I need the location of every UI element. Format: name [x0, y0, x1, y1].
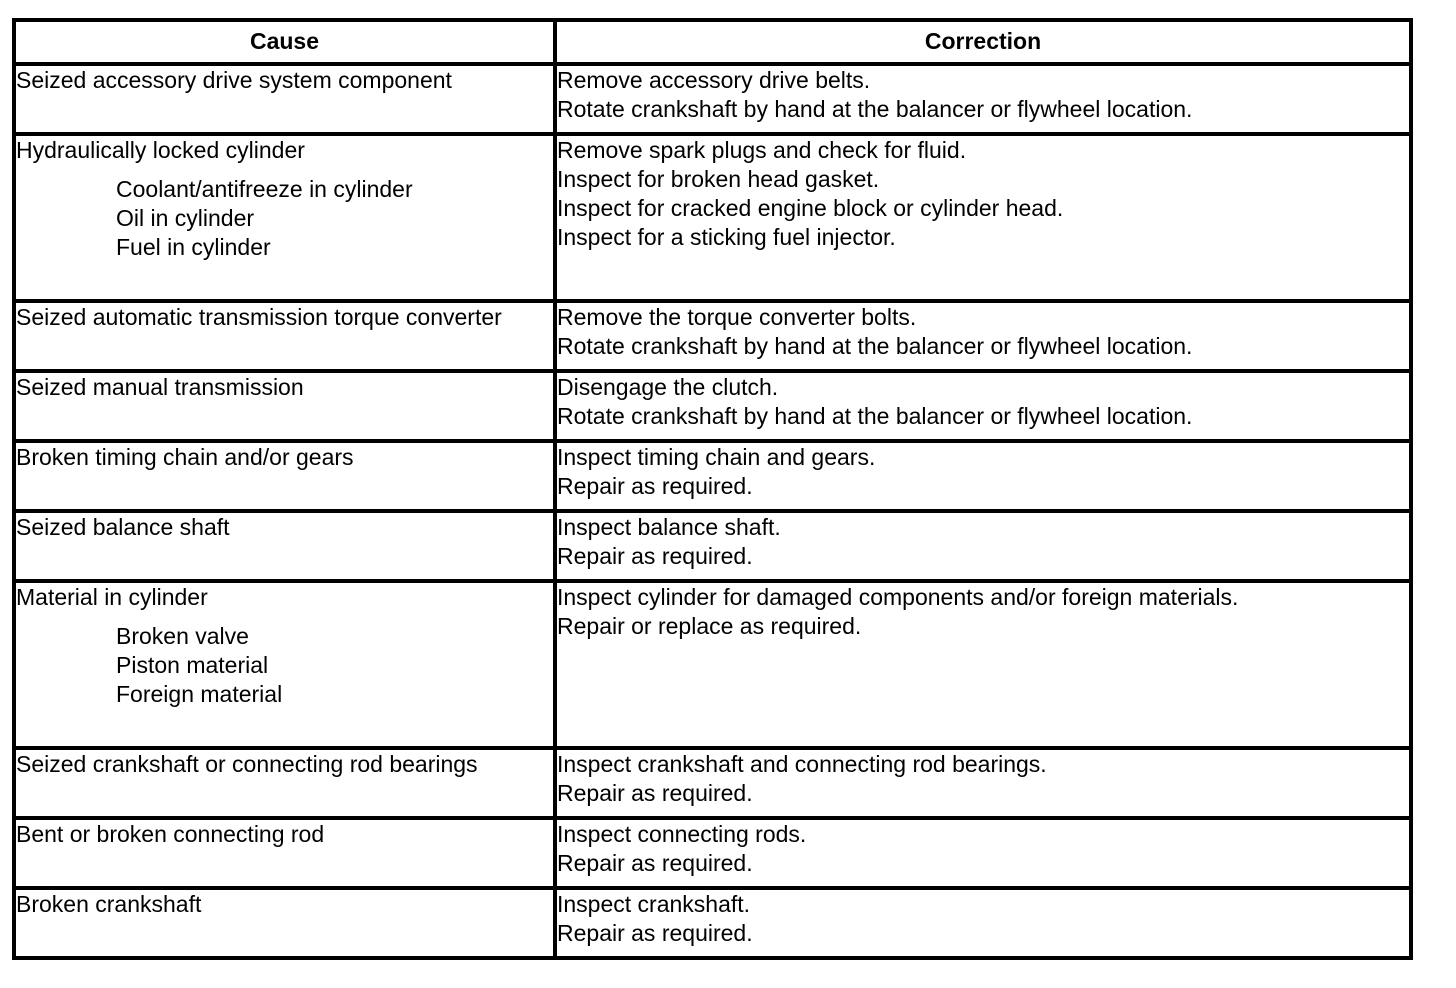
cause-cell: [14, 888, 555, 958]
correction-line: Inspect cylinder for damaged components and/or foreign materials.: [557, 584, 1239, 610]
cause-text: Broken timing chain and/or gears: [16, 444, 354, 470]
cause-sub-list: [16, 622, 553, 709]
correction-line: Rotate crankshaft by hand at the balancer or flywheel location.: [557, 403, 1193, 429]
cause-cell: [14, 134, 555, 301]
table-row: [14, 888, 1411, 958]
cause-text: Seized automatic transmission torque converter: [16, 304, 502, 330]
header-correction: Correction: [555, 20, 1411, 64]
correction-line: Inspect balance shaft.: [557, 514, 781, 540]
table-row: [14, 134, 1411, 301]
correction-line: Remove spark plugs and check for fluid.: [557, 137, 967, 163]
diagnostic-table: [12, 18, 1413, 960]
cause-sub-item: Piston material: [116, 652, 269, 678]
cause-text: Seized crankshaft or connecting rod bearings: [16, 751, 478, 777]
cause-sub-item: Foreign material: [116, 681, 283, 707]
correction-line: Inspect for a sticking fuel injector.: [557, 224, 896, 250]
cause-cell: [14, 301, 555, 371]
correction-line: Repair as required.: [557, 850, 753, 876]
correction-cell: [555, 888, 1411, 958]
correction-line: Disengage the clutch.: [557, 374, 779, 400]
header-cause: Cause: [14, 20, 555, 64]
cause-sub-item: Broken valve: [116, 623, 249, 649]
correction-line: Repair as required.: [557, 543, 753, 569]
table-row: [14, 441, 1411, 511]
cause-cell: [14, 748, 555, 818]
correction-line: Repair or replace as required.: [557, 613, 862, 639]
correction-cell: [555, 581, 1411, 748]
cause-text: Bent or broken connecting rod: [16, 821, 325, 847]
correction-line: Inspect crankshaft and connecting rod bearings.: [557, 751, 1047, 777]
correction-line: Inspect for broken head gasket.: [557, 166, 880, 192]
correction-cell: [555, 441, 1411, 511]
correction-line: Repair as required.: [557, 920, 753, 946]
cause-text: Seized manual transmission: [16, 374, 304, 400]
correction-line: Inspect crankshaft.: [557, 891, 751, 917]
cause-cell: [14, 581, 555, 748]
cause-text: Seized balance shaft: [16, 514, 230, 540]
correction-cell: [555, 371, 1411, 441]
correction-line: Rotate crankshaft by hand at the balancer or flywheel location.: [557, 333, 1193, 359]
correction-line: Rotate crankshaft by hand at the balancer or flywheel location.: [557, 96, 1193, 122]
table-row: [14, 371, 1411, 441]
table-row: [14, 581, 1411, 748]
correction-line: Inspect connecting rods.: [557, 821, 807, 847]
cause-cell: [14, 64, 555, 134]
correction-line: Repair as required.: [557, 780, 753, 806]
cause-text: Seized accessory drive system component: [16, 67, 452, 93]
cause-cell: [14, 818, 555, 888]
correction-line: Remove the torque converter bolts.: [557, 304, 917, 330]
cause-cell: [14, 441, 555, 511]
cause-sub-item: Oil in cylinder: [116, 205, 255, 231]
correction-line: Inspect for cracked engine block or cylinder head.: [557, 195, 1064, 221]
correction-cell: [555, 64, 1411, 134]
cause-text: Broken crankshaft: [16, 891, 202, 917]
table-row: [14, 301, 1411, 371]
cause-text: Hydraulically locked cylinder: [16, 137, 305, 163]
table-row: [14, 748, 1411, 818]
table-row: [14, 511, 1411, 581]
table-row: [14, 64, 1411, 134]
cause-cell: [14, 371, 555, 441]
correction-cell: [555, 301, 1411, 371]
header-row: [14, 20, 1411, 64]
table-row: [14, 818, 1411, 888]
cause-text: Material in cylinder: [16, 584, 208, 610]
correction-cell: [555, 134, 1411, 301]
correction-cell: [555, 511, 1411, 581]
correction-cell: [555, 818, 1411, 888]
correction-line: Inspect timing chain and gears.: [557, 444, 876, 470]
cause-sub-item: Coolant/antifreeze in cylinder: [116, 176, 413, 202]
cause-sub-item: Fuel in cylinder: [116, 234, 271, 260]
correction-line: Remove accessory drive belts.: [557, 67, 871, 93]
correction-line: Repair as required.: [557, 473, 753, 499]
cause-cell: [14, 511, 555, 581]
correction-cell: [555, 748, 1411, 818]
cause-sub-list: [16, 175, 553, 262]
